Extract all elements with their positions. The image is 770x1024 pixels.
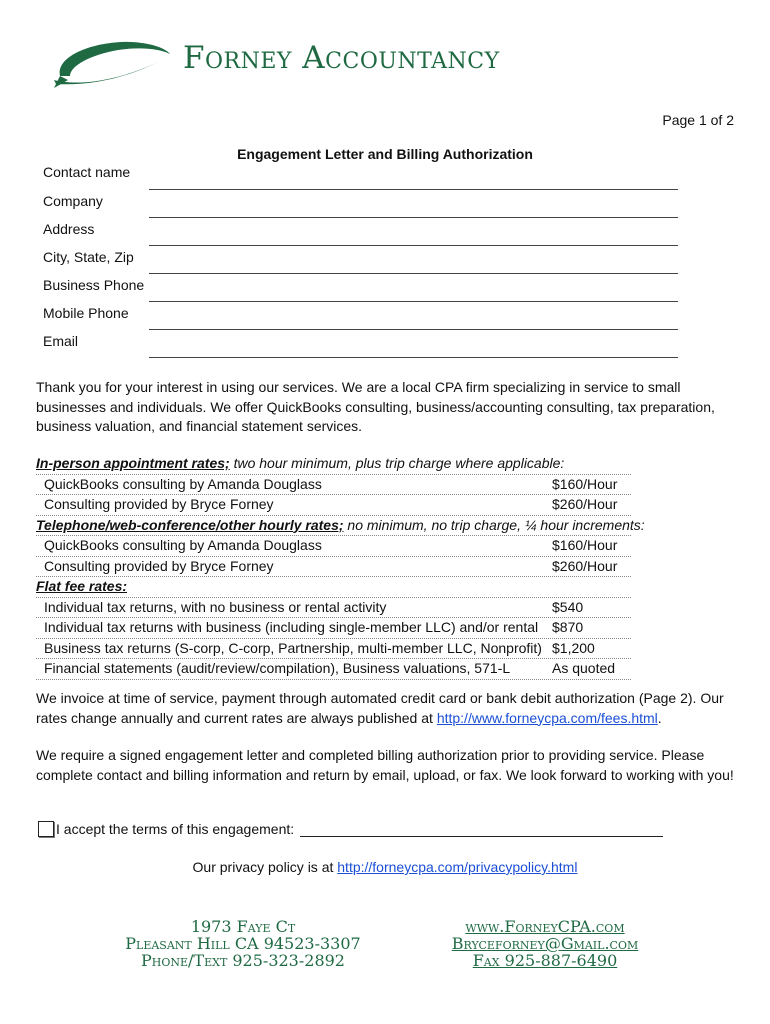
privacy-policy-line <box>0 859 770 875</box>
remote-rates-heading <box>36 516 645 537</box>
rate-item-price: As quoted <box>552 660 616 676</box>
rate-item-label: QuickBooks consulting by Amanda Douglass <box>44 537 322 553</box>
remote-heading-note: no minimum, no trip charge, ¼ hour increments: <box>343 516 645 533</box>
rate-item-price: $1,200 <box>552 639 595 656</box>
city-state-zip-label: City, State, Zip <box>43 249 134 265</box>
requirement-paragraph: We require a signed engagement letter and completed billing authorization prior to providing service. Please complete contact and billing information and return by email, upload, or fax. We look forward to working with you! <box>36 747 734 783</box>
rate-item-price: $540 <box>552 598 584 615</box>
mobile-phone-field[interactable] <box>149 329 678 330</box>
flat-fee-heading-label: Flat fee rates: <box>36 578 128 594</box>
document-title: Engagement Letter and Billing Authorization <box>237 146 533 162</box>
footer-contact-block <box>430 918 660 969</box>
company-name: Forney Accountancy <box>183 40 500 76</box>
rate-row <box>36 639 631 660</box>
signature-field[interactable] <box>300 836 663 837</box>
rate-item-price: $260/Hour <box>552 496 618 512</box>
footer-fax: Fax 925-887-6490 <box>472 951 618 970</box>
business-phone-field[interactable] <box>149 301 678 302</box>
invoice-paragraph <box>36 689 736 728</box>
rate-item-price: $870 <box>552 619 584 635</box>
company-logo-swoosh-icon <box>46 36 176 92</box>
footer-address-block <box>112 918 374 969</box>
email-label: Email <box>43 333 79 349</box>
rate-item-label: Consulting provided by Bryce Forney <box>44 557 274 574</box>
flat-fee-heading <box>36 577 631 598</box>
rate-row <box>36 536 631 557</box>
footer-website-link[interactable]: www.ForneyCPA.com <box>465 917 625 936</box>
privacy-policy-link[interactable]: http://forneycpa.com/privacypolicy.html <box>337 859 578 875</box>
rate-row <box>36 557 631 578</box>
rate-item-label: Financial statements (audit/review/compilation), Business valuations, 571-L <box>44 660 511 676</box>
company-label: Company <box>43 193 103 209</box>
rate-item-price: $260/Hour <box>552 557 618 574</box>
business-phone-label: Business Phone <box>43 277 145 293</box>
email-field[interactable] <box>149 357 678 358</box>
footer-street: 1973 Faye Ct <box>190 917 296 936</box>
rate-item-label: QuickBooks consulting by Amanda Douglass <box>44 475 322 492</box>
company-field[interactable] <box>149 217 678 218</box>
rate-item-label: Business tax returns (S-corp, C-corp, Partnership, multi-member LLC, Nonprofit) <box>44 639 542 656</box>
rate-item-price: $160/Hour <box>552 537 618 553</box>
privacy-text: Our privacy policy is at <box>192 859 338 875</box>
rate-item-price: $160/Hour <box>552 475 618 492</box>
rate-row <box>36 659 631 680</box>
rate-item-label: Consulting provided by Bryce Forney <box>44 496 274 512</box>
rate-row <box>36 598 631 619</box>
contact-name-label: Contact name <box>43 164 131 180</box>
rate-item-label: Individual tax returns, with no business or rental activity <box>44 598 387 615</box>
page-number: Page 1 of 2 <box>662 112 734 128</box>
rate-row <box>36 495 631 516</box>
rate-row <box>36 475 631 496</box>
mobile-phone-label: Mobile Phone <box>43 305 129 321</box>
contact-name-field[interactable] <box>149 189 678 190</box>
in-person-heading-label: In-person appointment rates; <box>36 455 230 471</box>
invoice-end: . <box>657 709 662 726</box>
in-person-heading-note: two hour minimum, plus trip charge where applicable: <box>229 455 565 471</box>
city-state-zip-field[interactable] <box>149 273 678 274</box>
accept-terms-label: I accept the terms of this engagement: <box>56 821 295 837</box>
rates-table <box>36 454 645 680</box>
address-field[interactable] <box>149 245 678 246</box>
footer-city: Pleasant Hill CA 94523-3307 <box>125 934 361 953</box>
intro-paragraph: Thank you for your interest in using our services. We are a local CPA firm specializing in service to small businesses and individuals. We offer QuickBooks consulting, business/accounting consulting, tax preparation, business valuation, and financial statement services. <box>36 379 715 434</box>
footer-phone: Phone/Text 925-323-2892 <box>141 951 345 970</box>
fees-link[interactable]: http://www.forneycpa.com/fees.html <box>436 709 658 726</box>
invoice-text: We invoice at time of service, payment through automated credit card or bank debit authorization (Page 2). Our rates change annually and current rates are always published at <box>36 690 724 726</box>
rate-row <box>36 618 631 639</box>
in-person-rates-heading <box>36 454 631 475</box>
rate-item-label: Individual tax returns with business (including single-member LLC) and/or rental <box>44 619 539 635</box>
footer-email-link[interactable]: Bryceforney@Gmail.com <box>451 934 639 953</box>
remote-heading-label: Telephone/web-conference/other hourly rates; <box>36 516 344 533</box>
address-label: Address <box>43 221 95 237</box>
accept-terms-checkbox[interactable] <box>38 821 54 837</box>
